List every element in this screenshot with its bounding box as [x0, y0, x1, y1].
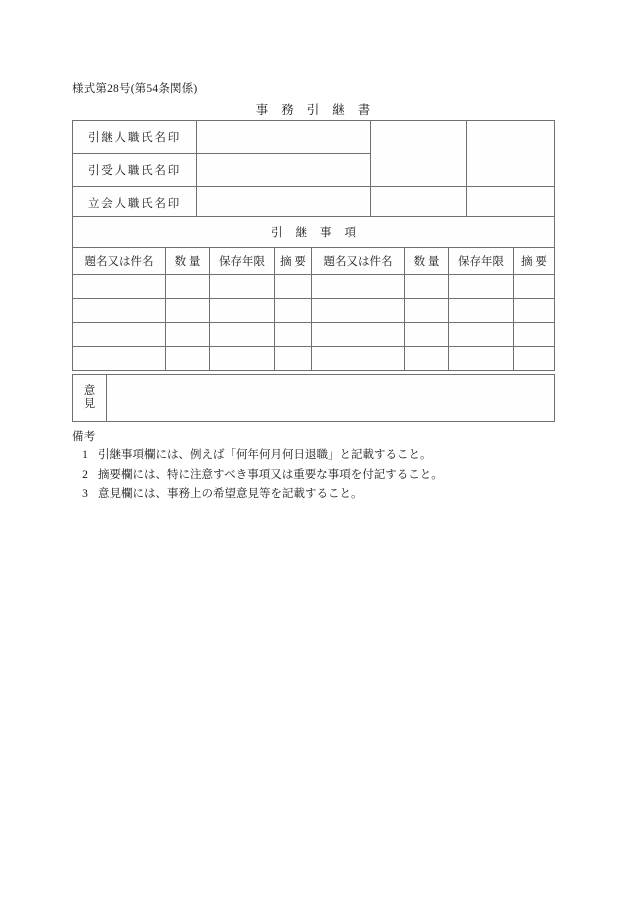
cell-summary-right[interactable]	[514, 275, 555, 299]
table-row	[73, 347, 555, 371]
remarks-section	[72, 428, 572, 506]
column-header-summary-left: 摘 要	[275, 248, 312, 275]
handover-banner	[73, 217, 555, 248]
table-header-row	[73, 248, 555, 275]
column-header-retention-left: 保存年限	[210, 248, 275, 275]
column-header-retention-right: 保存年限	[449, 248, 514, 275]
cell-summary-left[interactable]	[275, 275, 312, 299]
signature-extra-cell-b1[interactable]	[467, 121, 555, 187]
cell-quantity-right[interactable]	[405, 323, 449, 347]
cell-summary-left[interactable]	[275, 323, 312, 347]
signature-extra-cell-b2[interactable]	[467, 187, 555, 220]
opinion-label	[73, 375, 107, 422]
opinion-table	[72, 374, 555, 422]
list-item	[72, 447, 572, 464]
cell-summary-left[interactable]	[275, 347, 312, 371]
cell-title-left[interactable]	[73, 347, 166, 371]
remark-text: 摘要欄には、特に注意すべき事項又は重要な事項を付記すること。	[98, 468, 443, 481]
opinion-value[interactable]	[107, 375, 555, 422]
remarks-list	[72, 447, 572, 503]
cell-summary-right[interactable]	[514, 299, 555, 323]
page-title-char-4: 書	[357, 103, 371, 117]
handover-items-table	[72, 216, 555, 371]
signature-extra-cell-a1[interactable]	[371, 121, 467, 187]
page-title-char-1: 務	[281, 103, 307, 117]
signature-label-receiver: 引受人職氏名印	[73, 154, 197, 187]
table-row	[73, 275, 555, 299]
table-row	[73, 375, 555, 422]
column-header-summary-right: 摘 要	[514, 248, 555, 275]
opinion-label-line1: 意	[83, 384, 96, 397]
cell-title-left[interactable]	[73, 275, 166, 299]
cell-quantity-right[interactable]	[405, 299, 449, 323]
page-title-char-0: 事	[255, 103, 282, 117]
remark-number: 2	[82, 468, 88, 481]
list-item	[72, 467, 572, 484]
handover-banner-char-2: 事	[320, 227, 345, 239]
handover-banner-char-3: 項	[344, 227, 356, 239]
cell-retention-right[interactable]	[449, 347, 514, 371]
cell-summary-right[interactable]	[514, 323, 555, 347]
table-row	[73, 323, 555, 347]
column-header-quantity-right: 数 量	[405, 248, 449, 275]
handover-banner-char-1: 継	[295, 227, 320, 239]
signature-extra-cell-a2[interactable]	[371, 187, 467, 220]
table-row	[73, 121, 555, 154]
signature-table	[72, 120, 555, 220]
table-row	[73, 299, 555, 323]
remark-text: 引継事項欄には、例えば「何年何月何日退職」と記載すること。	[98, 449, 432, 461]
cell-quantity-left[interactable]	[166, 275, 210, 299]
cell-title-right[interactable]	[312, 323, 405, 347]
remark-number: 1	[82, 449, 88, 461]
cell-retention-right[interactable]	[449, 275, 514, 299]
cell-quantity-left[interactable]	[166, 347, 210, 371]
signature-label-witness: 立会人職氏名印	[73, 187, 197, 220]
table-row	[73, 217, 555, 248]
cell-retention-right[interactable]	[449, 299, 514, 323]
page-title-char-2: 引	[306, 103, 333, 117]
signature-value-handover[interactable]	[197, 121, 371, 154]
page-title-char-3: 継	[332, 103, 358, 117]
cell-quantity-left[interactable]	[166, 323, 210, 347]
cell-title-left[interactable]	[73, 299, 166, 323]
opinion-label-line2: 見	[83, 398, 96, 410]
cell-retention-left[interactable]	[210, 323, 275, 347]
cell-title-right[interactable]	[312, 275, 405, 299]
cell-retention-left[interactable]	[210, 299, 275, 323]
cell-title-right[interactable]	[312, 299, 405, 323]
cell-summary-right[interactable]	[514, 347, 555, 371]
form-number-label: 様式第28号(第54条関係)	[72, 83, 198, 95]
column-header-title-right: 題名又は件名	[312, 248, 405, 275]
cell-quantity-left[interactable]	[166, 299, 210, 323]
handover-banner-char-0: 引	[271, 227, 296, 239]
cell-retention-left[interactable]	[210, 347, 275, 371]
cell-quantity-right[interactable]	[405, 347, 449, 371]
cell-quantity-right[interactable]	[405, 275, 449, 299]
signature-value-receiver[interactable]	[197, 154, 371, 187]
remark-text: 意見欄には、事務上の希望意見等を記載すること。	[98, 488, 363, 501]
column-header-quantity-left: 数 量	[166, 248, 210, 275]
cell-retention-right[interactable]	[449, 323, 514, 347]
cell-title-right[interactable]	[312, 347, 405, 371]
remarks-title: 備考	[72, 431, 96, 443]
column-header-title-left: 題名又は件名	[73, 248, 166, 275]
page-title	[72, 100, 554, 118]
remark-number: 3	[82, 488, 88, 501]
cell-retention-left[interactable]	[210, 275, 275, 299]
list-item	[72, 486, 572, 503]
table-row	[73, 187, 555, 220]
signature-value-witness[interactable]	[197, 187, 371, 220]
cell-title-left[interactable]	[73, 323, 166, 347]
signature-label-handover: 引継人職氏名印	[73, 121, 197, 154]
cell-summary-left[interactable]	[275, 299, 312, 323]
